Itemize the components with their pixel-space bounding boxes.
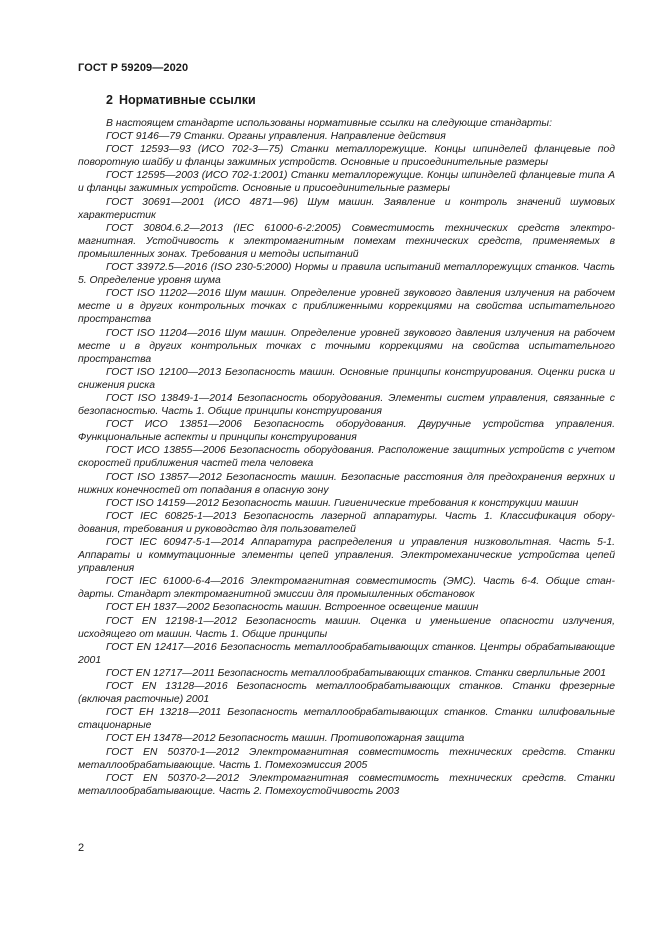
intro-paragraph: В настоящем стандарте использованы нормативные ссылки на следующие стандарты: [106, 118, 552, 129]
section-title: Нормативные ссылки [118, 93, 256, 107]
reference-item: ГОСТ ИСО 13855—2006 Безопасность оборудования. Расположение защитных устройств с учетом скоростей приближения частей тела человека [78, 445, 615, 470]
reference-item: ГОСТ IEC 60825-1—2013 Безопасность лазерной аппаратуры. Часть 1. Классификация оборудования, требования и руководство для пользователей [78, 510, 615, 535]
reference-item: ГОСТ EH 1837—2002 Безопасность машин. Встроенное освещение машин [106, 602, 479, 614]
reference-item: ГОСТ IEC 61000-6-4—2016 Электромагнитная совместимость (ЭМС). Часть 6-4. Общие стандарты. Стандарт электромагнитной эмиссии для промышленных обстановок [78, 576, 615, 601]
reference-item: ГОСТ ISO 11204—2016 Шум машин. Определение уровней звукового давления излучения на рабочем месте и в других контрольных точках с точными коррекциями на свойства испытательного пространства [78, 327, 615, 365]
reference-item: ГОСТ EH 13478—2012 Безопасность машин. Противопожарная защита [106, 733, 465, 745]
section-heading [106, 93, 256, 107]
reference-item: ГОСТ 9146—79 Станки. Органы управления. Направление действия [106, 131, 446, 143]
reference-item: ГОСТ 33972.5—2016 (ISO 230-5:2000) Нормы и правила испытаний металлорежущих станков. Часть 5. Определение уровня шума [78, 262, 615, 287]
reference-item: ГОСТ EN 13128—2016 Безопасность металлообрабатывающих станков. Станки фрезерные (включая расточные) 2001 [78, 681, 615, 706]
section-number: 2 [106, 93, 113, 107]
reference-item: ГОСТ EN 12717—2011 Безопасность металлообрабатывающих станков. Станки сверлильные 2001 [106, 667, 607, 679]
references-list [78, 117, 615, 798]
reference-item: ГОСТ 30804.6.2—2013 (IEC 61000-6-2:2005) Совместимость технических средств электромагнитная. Устойчивость к электромагнитным помехам технических средств, применяемых в промышленных зонах. Требования и методы испытаний [78, 222, 615, 260]
page-number: 2 [78, 842, 85, 854]
reference-item: ГОСТ ISO 12100—2013 Безопасность машин. Основные принципы конструирования. Оценки риска и снижения риска [78, 366, 615, 391]
reference-item: ГОСТ IEC 60947-5-1—2014 Аппаратура распределения и управления низковольтная. Часть 5-1. Аппараты и коммутационные элементы цепей управления. Электромеханические устройства цепей управления [78, 537, 615, 575]
reference-item: ГОСТ ISO 14159—2012 Безопасность машин. Гигиенические требования к конструкции машин [106, 497, 579, 509]
reference-item: ГОСТ EH 13218—2011 Безопасность металлообрабатывающих станков. Станки шлифовальные стационарные [78, 707, 615, 732]
reference-item: ГОСТ ISO 13857—2012 Безопасность машин. Безопасные расстояния для предохранения верхних и нижних конечностей от попадания в опасную зону [78, 471, 615, 496]
reference-item: ГОСТ EN 50370-1—2012 Электромагнитная совместимость технических средств. Станки металлообрабатывающие. Часть 1. Помехоэмиссия 2005 [78, 746, 615, 771]
reference-item: ГОСТ ИСО 13851—2006 Безопасность оборудования. Двуручные устройства управления. Функциональные аспекты и принципы конструирования [78, 419, 615, 444]
document-code: ГОСТ Р 59209—2020 [78, 62, 189, 74]
reference-item: ГОСТ ISO 11202—2016 Шум машин. Определение уровней звукового давления излучения на рабочем месте и в других контрольных точках с приближенными коррекциями на свойства испытательного пространства [78, 288, 615, 326]
reference-item: ГОСТ EN 50370-2—2012 Электромагнитная совместимость технических средств. Станки металлообрабатывающие. Часть 2. Помехоустойчивость 2003 [78, 772, 615, 797]
reference-item: ГОСТ EN 12198-1—2012 Безопасность машин. Оценка и уменьшение опасности излучения, исходящего от машин. Часть 1. Общие принципы [78, 615, 615, 640]
reference-item: ГОСТ ISO 13849-1—2014 Безопасность оборудования. Элементы систем управления, связанные с безопасностью. Часть 1. Общие принципы конструирования [78, 392, 615, 418]
reference-item: ГОСТ 12593—93 (ИСО 702-3—75) Станки металлорежущие. Концы шпинделей фланцевые под поворотную шайбу и фланцы зажимных устройств. Основные и присоединительные размеры [78, 144, 615, 169]
reference-item: ГОСТ 30691—2001 (ИСО 4871—96) Шум машин. Заявление и контроль значений шумовых характеристик [78, 196, 615, 221]
reference-item: ГОСТ EN 12417—2016 Безопасность металлообрабатывающих станков. Центры обрабатывающие 2001 [78, 641, 615, 666]
reference-item: ГОСТ 12595—2003 (ИСО 702-1:2001) Станки металлорежущие. Концы шпинделей фланцевые типа А и фланцы зажимных устройств. Основные и присоединительные размеры [78, 170, 615, 195]
